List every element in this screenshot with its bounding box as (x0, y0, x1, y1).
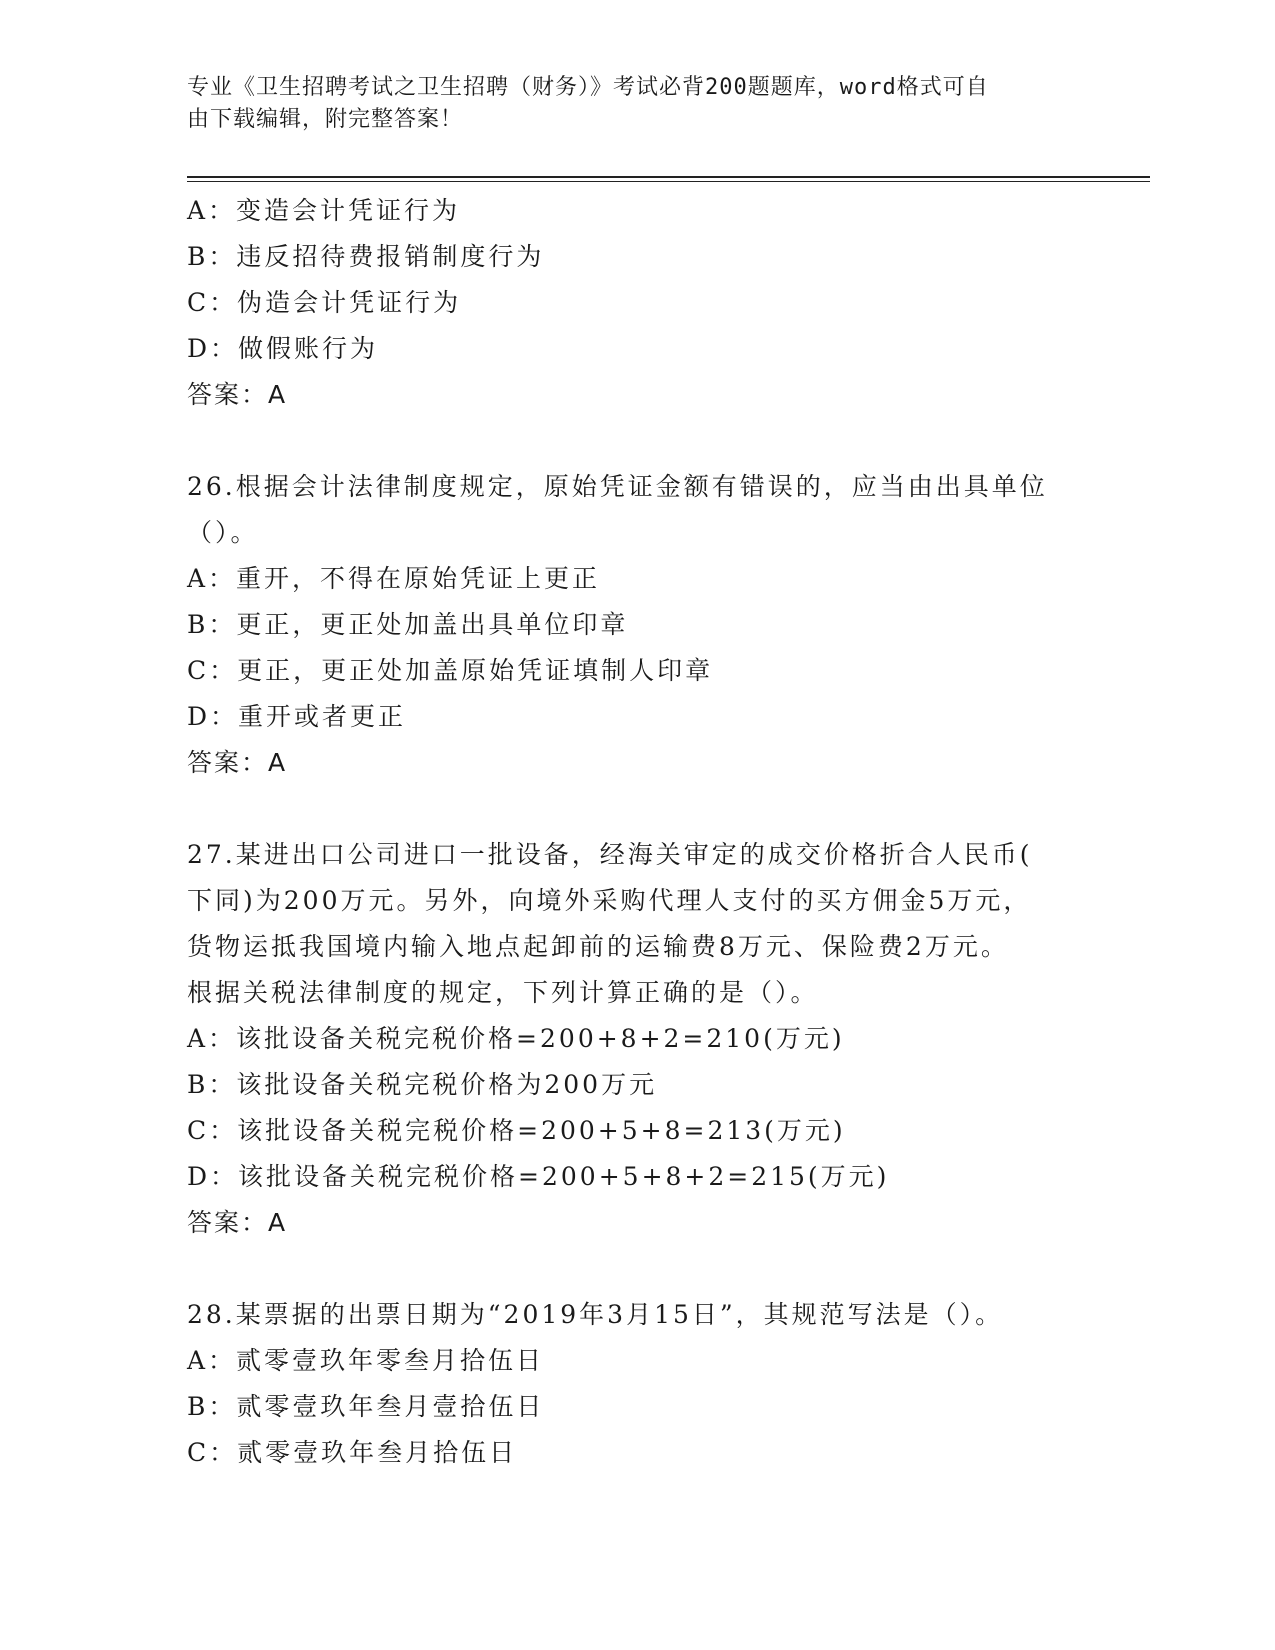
option-a: A：贰零壹玖年零叁月拾伍日 (187, 1346, 545, 1375)
answer: 答案：A (187, 748, 288, 777)
header-line-1: 专业《卫生招聘考试之卫生招聘（财务）》考试必背200题题库，word格式可自 (187, 75, 989, 100)
option-a: A：重开，不得在原始凭证上更正 (187, 564, 601, 593)
option-a: A：变造会计凭证行为 (187, 196, 461, 225)
spacer (187, 1246, 1087, 1292)
question-stem: 28.某票据的出票日期为“2019年3月15日”，其规范写法是（）。 (187, 1300, 1004, 1329)
option-b: B：贰零壹玖年叁月壹拾伍日 (187, 1392, 545, 1421)
question-stem: （）。 (187, 518, 259, 547)
question-stem: 27.某进出口公司进口一批设备，经海关审定的成交价格折合人民币( (187, 840, 1033, 869)
option-c: C：该批设备关税完税价格=200+5+8=213(万元) (187, 1116, 846, 1145)
option-b: B：违反招待费报销制度行为 (187, 242, 545, 271)
document-header (187, 72, 1087, 136)
option-d: D：做假账行为 (187, 334, 379, 363)
option-c: C：更正，更正处加盖原始凭证填制人印章 (187, 656, 714, 685)
question-27-block (187, 832, 1087, 1246)
option-b: B：该批设备关税完税价格为200万元 (187, 1070, 658, 1099)
option-c: C：伪造会计凭证行为 (187, 288, 462, 317)
spacer (187, 418, 1087, 464)
spacer (187, 786, 1087, 832)
question-content (187, 188, 1087, 1476)
option-d: D：重开或者更正 (187, 702, 407, 731)
header-rule-thick (187, 176, 1150, 178)
option-b: B：更正，更正处加盖出具单位印章 (187, 610, 629, 639)
question-stem: 货物运抵我国境内输入地点起卸前的运输费8万元、保险费2万元。 (187, 932, 1009, 961)
question-stem: 根据关税法律制度的规定，下列计算正确的是（）。 (187, 978, 819, 1007)
option-a: A：该批设备关税完税价格=200+8+2=210(万元) (187, 1024, 845, 1053)
question-25-block (187, 188, 1087, 418)
header-line-2: 由下载编辑，附完整答案！ (187, 107, 464, 132)
option-c: C：贰零壹玖年叁月拾伍日 (187, 1438, 518, 1467)
question-stem: 26.根据会计法律制度规定，原始凭证金额有错误的，应当由出具单位 (187, 472, 1048, 501)
question-28-block (187, 1292, 1087, 1476)
answer: 答案：A (187, 380, 288, 409)
header-rule-thin (187, 181, 1150, 182)
question-26-block (187, 464, 1087, 786)
question-stem: 下同)为200万元。另外，向境外采购代理人支付的买方佣金5万元， (187, 886, 1032, 915)
answer: 答案：A (187, 1208, 288, 1237)
option-d: D：该批设备关税完税价格=200+5+8+2=215(万元) (187, 1162, 890, 1191)
